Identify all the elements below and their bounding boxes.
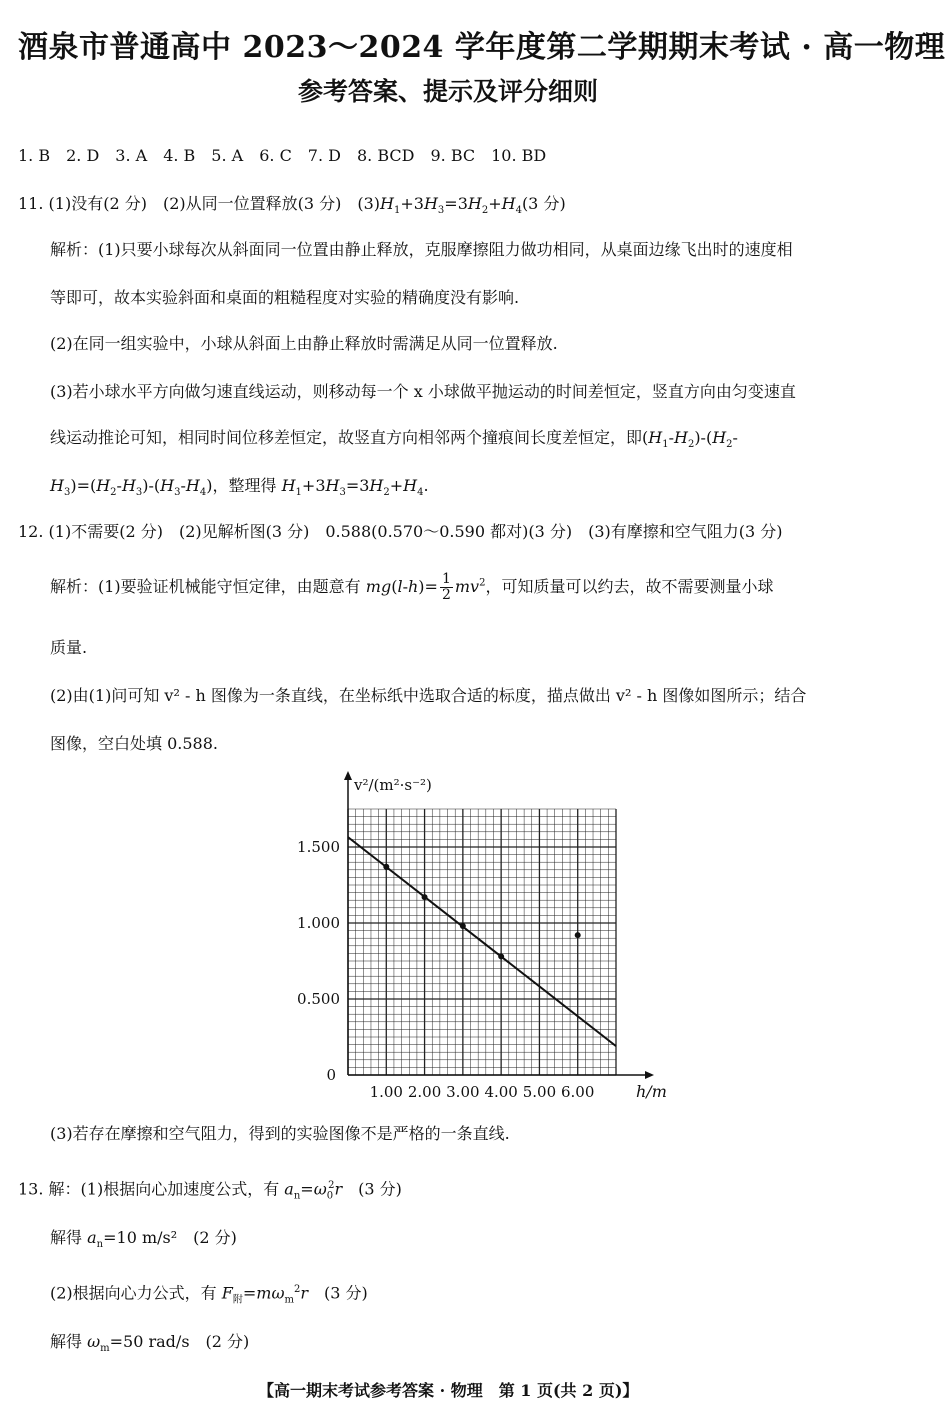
v2-h-chart	[290, 770, 670, 1110]
y-tick-label: 1.000	[297, 914, 340, 932]
q13-line-3: (2)根据向心力公式，有 $F_附=m\omega_m^2r$ (3 分)	[50, 1283, 368, 1306]
chart-axes	[344, 771, 654, 1079]
q11-head-score: (3 分)	[521, 194, 566, 213]
y-tick-label: 0.500	[297, 990, 340, 1008]
q12-analysis-3: (2)由(1)问可知 v² - h 图像为一条直线，在坐标纸中选取合适的标度，描点做出 v² - h 图像如图所示；结合	[50, 686, 807, 705]
chart-marks	[348, 837, 616, 1046]
q11-head: 11. (1)没有(2 分) (2)从同一位置释放(3 分) $(3)H_1+3H_3=3H_2+H_4(3$ 分)	[18, 194, 566, 217]
x-tick-label: 1.00	[369, 1083, 403, 1101]
q11-analysis-6-text: ，整理得	[212, 476, 282, 495]
y-axis-arrow	[344, 771, 352, 780]
q13-line-2: 解得 $a_n=10$ m/s² (2 分)	[50, 1228, 237, 1251]
q11-analysis-1: 解析：(1)只要小球每次从斜面同一位置由静止释放，克服摩擦阻力做功相同，从桌面边缘飞出时的速度相	[50, 240, 793, 259]
x-axis-arrow	[645, 1071, 654, 1079]
q11-analysis-6: $H_3)=(H_2-H_3)-(H_3-H_4)$，整理得 $H_1+3H_3=3H_2+H_4$.	[50, 476, 429, 499]
q12-analysis-2: 质量.	[50, 638, 88, 657]
q12-head: 12. (1)不需要(2 分) (2)见解析图(3 分) 0.588(0.570～0.590 都对)(3 分) (3)有摩擦和空气阻力(3 分)	[18, 522, 783, 541]
half-fraction: $\frac{1}{2}$	[441, 571, 451, 603]
q13-line-2-text: 解得	[50, 1228, 83, 1247]
q13-line-4-text: 解得	[50, 1332, 83, 1351]
x-axis-label: h/m	[636, 1082, 667, 1101]
origin-label: 0	[326, 1066, 336, 1084]
q12-analysis-5: (3)若存在摩擦和空气阻力，得到的实验图像不是严格的一条直线.	[50, 1124, 510, 1143]
q12-analysis-1-text: 解析：(1)要验证机械能守恒定律，由题意有	[50, 577, 361, 596]
q13-line-1: 13. 解：(1)根据向心加速度公式，有 $a_n=\omega_0^2r$ (3 分)	[18, 1179, 402, 1202]
q13-line-1-score: (3 分)	[358, 1179, 402, 1199]
x-tick-label: 2.00	[407, 1083, 442, 1101]
y-tick-label: 1.500	[297, 838, 340, 856]
data-point	[575, 932, 581, 938]
q12-analysis-4: 图像，空白处填 0.588.	[50, 734, 218, 753]
page-footer: 【高一期末考试参考答案 · 物理 第 1 页(共 2 页)】	[258, 1381, 639, 1400]
q11-analysis-5-text: 线运动推论可知，相同时间位移差恒定，故竖直方向相邻两个撞痕间长度差恒定，即(	[50, 428, 649, 447]
q11-analysis-4: (3)若小球水平方向做匀速直线运动，则移动每一个 x 小球做平抛运动的时间差恒定，竖直方向由匀变速直	[50, 382, 796, 401]
data-point	[460, 923, 466, 929]
page-title: 酒泉市普通高中 2023～2024 学年度第二学期期末考试 · 高一物理	[18, 30, 946, 65]
q12-analysis-1: 解析：(1)要验证机械能守恒定律，由题意有 mg(l-h)= $\frac{1}{2}$ $mv^2$，可知质量可以约去，故不需要测量小球	[50, 571, 774, 603]
q13-line-3-text: (2)根据向心力公式，有	[50, 1283, 217, 1303]
q13-line-3-score: (3 分)	[324, 1283, 368, 1303]
x-tick-label: 3.00	[446, 1083, 480, 1101]
x-tick-label: 5.00	[522, 1083, 557, 1101]
q12-analysis-1-tail: ，可知质量可以约去，故不需要测量小球	[485, 577, 774, 596]
q11-head-text: 11. (1)没有(2 分) (2)从同一位置释放(3 分) (3)	[18, 194, 381, 213]
x-tick-label: 6.00	[561, 1083, 595, 1101]
x-tick-label: 4.00	[484, 1083, 518, 1101]
mc-answers: 1. B 2. D 3. A 4. B 5. A 6. C 7. D 8. BCD 9. BC 10. BD	[18, 146, 547, 165]
q11-analysis-2: 等即可，故本实验斜面和桌面的粗糙程度对实验的精确度没有影响.	[50, 288, 520, 307]
page-subtitle: 参考答案、提示及评分细则	[298, 77, 599, 106]
q13-line-4: 解得 $\omega_m=50$ rad/s (2 分)	[50, 1332, 250, 1355]
data-point	[383, 864, 389, 870]
q13-line-1-text: 13. 解：(1)根据向心加速度公式，有	[18, 1179, 280, 1199]
y-axis-label: v²/(m²·s⁻²)	[354, 776, 432, 794]
data-point	[498, 953, 504, 959]
data-point	[422, 894, 428, 900]
q13-line-2-value: =10 m/s² (2 分)	[103, 1228, 237, 1247]
q11-analysis-5: 线运动推论可知，相同时间位移差恒定，故竖直方向相邻两个撞痕间长度差恒定，即$(H_1-H_2)-(H_2-$	[50, 428, 738, 451]
q11-analysis-3: (2)在同一组实验中，小球从斜面上由静止释放时需满足从同一位置释放.	[50, 334, 558, 353]
q13-line-4-value: =50 rad/s (2 分)	[109, 1332, 250, 1351]
